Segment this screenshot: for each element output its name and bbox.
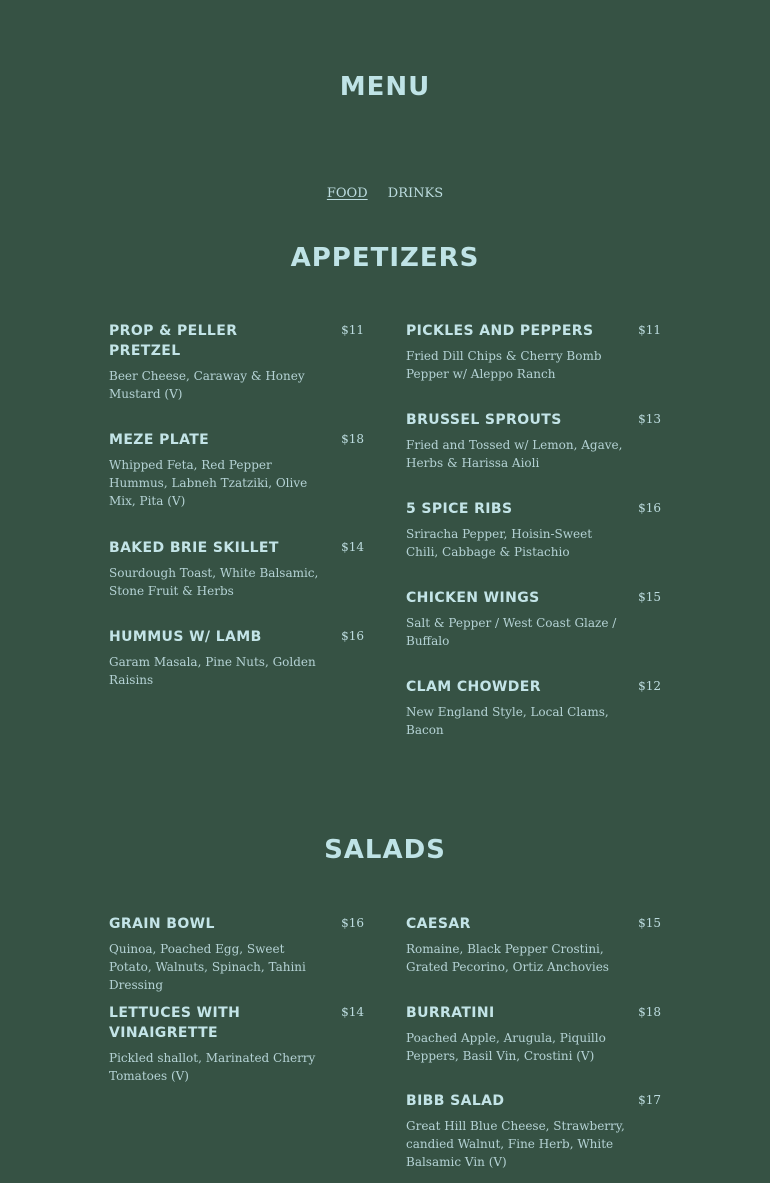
item-price: $16 <box>341 629 364 643</box>
item-name: PICKLES AND PEPPERS <box>406 323 594 339</box>
item-description: Garam Masala, Pine Nuts, Golden Raisins <box>109 655 316 687</box>
item-description: New England Style, Local Clams, Bacon <box>406 705 609 737</box>
menu-item <box>109 321 364 403</box>
menu-item <box>406 588 661 650</box>
item-name: BURRATINI <box>406 1005 495 1021</box>
item-name: HUMMUS W/ LAMB <box>109 629 262 645</box>
item-name: PROP & PELLER PRETZEL <box>109 323 238 359</box>
menu-item <box>109 1003 364 1085</box>
item-price: $14 <box>341 540 364 554</box>
item-price: $11 <box>341 323 364 337</box>
item-name: CLAM CHOWDER <box>406 679 541 695</box>
item-name: CHICKEN WINGS <box>406 590 540 606</box>
item-name: BRUSSEL SPROUTS <box>406 412 562 428</box>
item-description: Whipped Feta, Red Pepper Hummus, Labneh Tzatziki, Olive Mix, Pita (V) <box>109 458 308 508</box>
item-name: BIBB SALAD <box>406 1093 505 1109</box>
menu-item <box>109 627 364 689</box>
tab-food[interactable]: FOOD <box>326 186 368 201</box>
section-title-salads: SALADS <box>324 835 446 865</box>
menu-item <box>109 430 364 510</box>
item-price: $18 <box>638 1005 661 1019</box>
item-price: $17 <box>638 1093 661 1107</box>
menu-item <box>109 914 364 994</box>
item-price: $12 <box>638 679 661 693</box>
item-price: $13 <box>638 412 661 426</box>
item-description: Salt & Pepper / West Coast Glaze / Buffalo <box>406 616 617 648</box>
page-title: MENU <box>339 72 431 102</box>
menu-item <box>406 499 661 561</box>
item-description: Beer Cheese, Caraway & Honey Mustard (V) <box>109 369 305 401</box>
item-name: MEZE PLATE <box>109 432 210 448</box>
tab-drinks[interactable]: DRINKS <box>387 186 444 201</box>
item-description: Fried Dill Chips & Cherry Bomb Pepper w/ Aleppo Ranch <box>406 349 602 381</box>
item-description: Great Hill Blue Cheese, Strawberry, candied Walnut, Fine Herb, White Balsamic Vin (V) <box>406 1119 625 1169</box>
item-description: Pickled shallot, Marinated Cherry Tomatoes (V) <box>109 1051 316 1083</box>
item-price: $16 <box>341 916 364 930</box>
item-price: $15 <box>638 916 661 930</box>
item-name: 5 SPICE RIBS <box>406 501 513 517</box>
item-name: LETTUCES WITH VINAIGRETTE <box>109 1005 241 1041</box>
section-title-appetizers: APPETIZERS <box>290 243 480 273</box>
menu-item <box>406 1003 661 1065</box>
item-name: BAKED BRIE SKILLET <box>109 540 279 556</box>
item-price: $14 <box>341 1005 364 1019</box>
item-price: $15 <box>638 590 661 604</box>
menu-tabs <box>0 186 770 201</box>
menu-item <box>109 538 364 600</box>
item-name: CAESAR <box>406 916 471 932</box>
item-description: Sriracha Pepper, Hoisin-Sweet Chili, Cabbage & Pistachio <box>406 527 593 559</box>
item-description: Romaine, Black Pepper Crostini, Grated Pecorino, Ortiz Anchovies <box>406 942 609 974</box>
item-description: Fried and Tossed w/ Lemon, Agave, Herbs & Harissa Aioli <box>406 438 623 470</box>
menu-item <box>406 1091 661 1171</box>
item-description: Sourdough Toast, White Balsamic, Stone Fruit & Herbs <box>109 566 319 598</box>
menu-item <box>406 321 661 383</box>
item-price: $16 <box>638 501 661 515</box>
item-name: GRAIN BOWL <box>109 916 215 932</box>
menu-item <box>406 677 661 739</box>
item-price: $11 <box>638 323 661 337</box>
menu-item <box>406 914 661 976</box>
menu-item <box>406 410 661 472</box>
item-description: Quinoa, Poached Egg, Sweet Potato, Walnuts, Spinach, Tahini Dressing <box>109 942 306 992</box>
item-description: Poached Apple, Arugula, Piquillo Peppers, Basil Vin, Crostini (V) <box>406 1031 606 1063</box>
item-price: $18 <box>341 432 364 446</box>
